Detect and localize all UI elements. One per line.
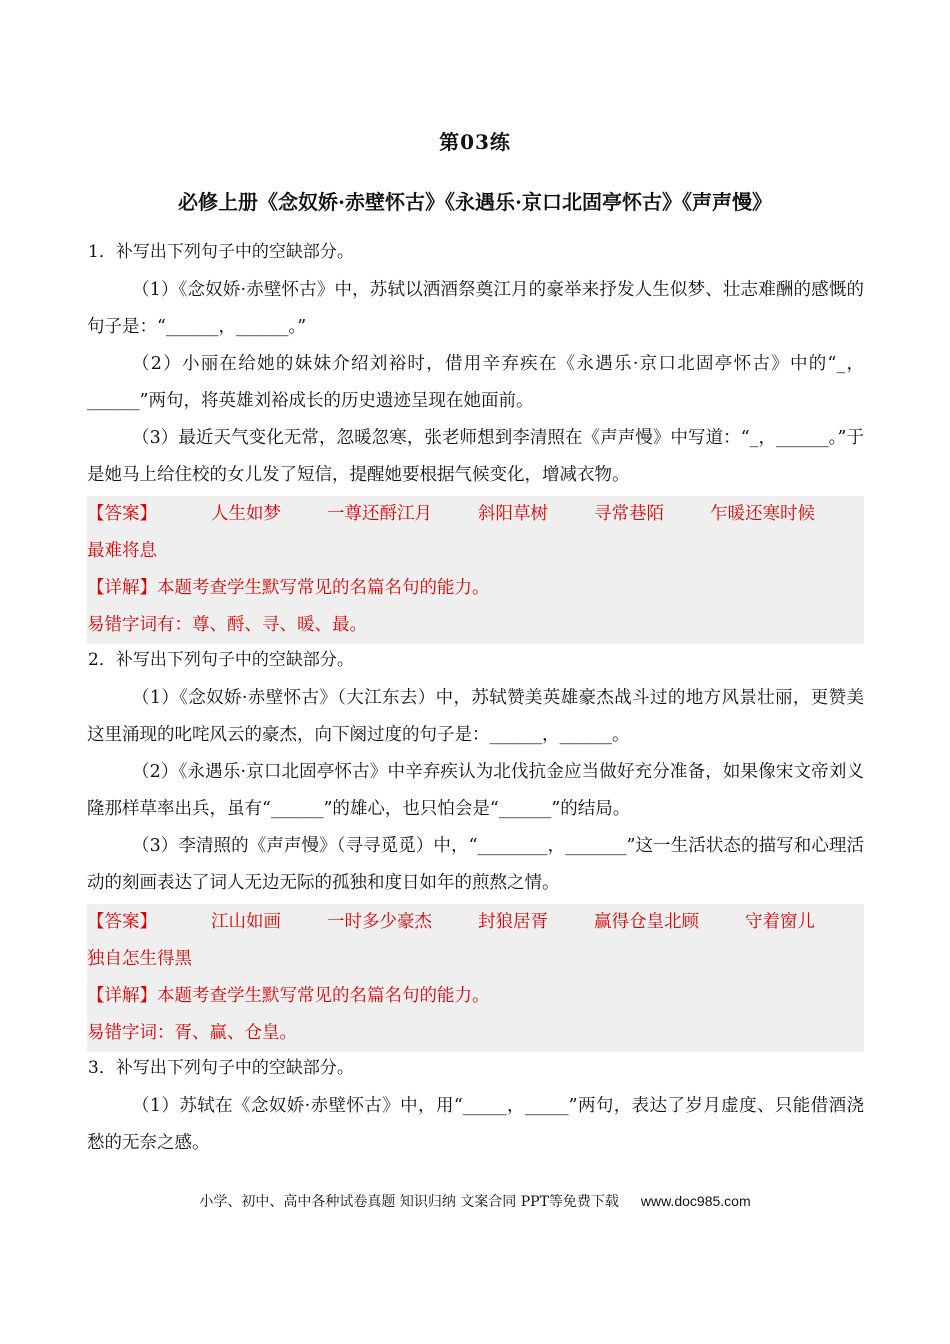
question-stem: 1．补写出下列句子中的空缺部分。 <box>88 242 354 262</box>
answer-blank: 乍暖还寒时候 <box>710 504 815 524</box>
detail-label: 【详解】 <box>87 578 157 598</box>
question-1 <box>87 242 864 644</box>
question-list <box>87 242 864 1162</box>
question-item: （1）苏轼在《念奴娇·赤壁怀古》中，用“_____，_____”两句，表达了岁月虚度、只能借酒浇愁的无奈之感。 <box>87 1096 864 1153</box>
answer-blank: 独自怎生得黑 <box>87 949 192 969</box>
answer-line <box>87 496 864 533</box>
note-line: 易错字词：胥、赢、仓皇。 <box>87 1023 297 1043</box>
answer-label: 【答案】 <box>87 912 157 932</box>
answer-box <box>87 496 864 644</box>
answer-blank: 一时多少豪杰 <box>327 912 432 932</box>
answer-blank: 封狼居胥 <box>478 912 548 932</box>
question-item: （2）《永遇乐·京口北固亭怀古》中辛弃疾认为北伐抗金应当做好充分准备，如果像宋文帝刘义隆那样草率出兵，虽有“______”的雄心，也只怕会是“______”的结局。 <box>87 762 864 819</box>
footer-site-link[interactable]: www.doc985.com <box>640 1193 751 1209</box>
note-line: 易错字词有：尊、酹、寻、暖、最。 <box>87 615 367 635</box>
answer-line <box>87 941 864 978</box>
answer-blank: 赢得仓皇北顾 <box>594 912 699 932</box>
question-stem: 2．补写出下列句子中的空缺部分。 <box>88 650 354 670</box>
detail-text: 本题考查学生默写常见的名篇名句的能力。 <box>157 578 490 598</box>
answer-blank: 人生如梦 <box>211 504 281 524</box>
question-item: （1）《念奴娇·赤壁怀古》（大江东去）中，苏轼赞美英雄豪杰战斗过的地方风景壮丽，更赞美这里涌现的叱咤风云的豪杰，向下阕过度的句子是：______，______。 <box>87 688 864 745</box>
question-item: （3）李清照的《声声慢》（寻寻觅觅）中，“________，_______”这一生活状态的描写和心理活动的刻画表达了词人无边无际的孤独和度日如年的煎熬之情。 <box>87 836 864 893</box>
answer-blank: 斜阳草树 <box>478 504 548 524</box>
answer-blank: 守着窗儿 <box>745 912 815 932</box>
answer-blank: 最难将息 <box>87 541 157 561</box>
question-item: （1）《念奴娇·赤壁怀古》中，苏轼以洒酒祭奠江月的豪举来抒发人生似梦、壮志难酬的感慨的句子是：“______，______。” <box>87 280 864 337</box>
page-subtitle: 必修上册《念奴娇·赤壁怀古》《永遇乐·京口北固亭怀古》《声声慢》 <box>178 190 772 214</box>
question-stem: 3．补写出下列句子中的空缺部分。 <box>88 1058 354 1078</box>
answer-box <box>87 904 864 1052</box>
question-item: （3）最近天气变化无常，忽暖忽寒，张老师想到李清照在《声声慢》中写道：“_，______。”于是她马上给住校的女儿发了短信，提醒她要根据气候变化，增减衣物。 <box>87 428 864 485</box>
detail-label: 【详解】 <box>87 986 157 1006</box>
detail-text: 本题考查学生默写常见的名篇名句的能力。 <box>157 986 490 1006</box>
question-item: （2）小丽在给她的妹妹介绍刘裕时，借用辛弃疾在《永遇乐·京口北固亭怀古》中的“_，______”两句，将英雄刘裕成长的历史遗迹呈现在她面前。 <box>87 354 864 411</box>
question-3 <box>87 1058 864 1162</box>
answer-blank: 江山如画 <box>211 912 281 932</box>
detail-line <box>87 570 864 607</box>
answer-line <box>87 533 864 570</box>
answer-blank: 一尊还酹江月 <box>327 504 432 524</box>
answer-blank: 寻常巷陌 <box>594 504 664 524</box>
answer-line <box>87 904 864 941</box>
question-2 <box>87 650 864 1052</box>
detail-line <box>87 978 864 1015</box>
page-footer <box>0 1191 950 1211</box>
footer-text: 小学、初中、高中各种试卷真题 知识归纳 文案合同 PPT等免费下载 <box>199 1194 619 1210</box>
page-title: 第03练 <box>439 130 511 154</box>
answer-label: 【答案】 <box>87 504 157 524</box>
